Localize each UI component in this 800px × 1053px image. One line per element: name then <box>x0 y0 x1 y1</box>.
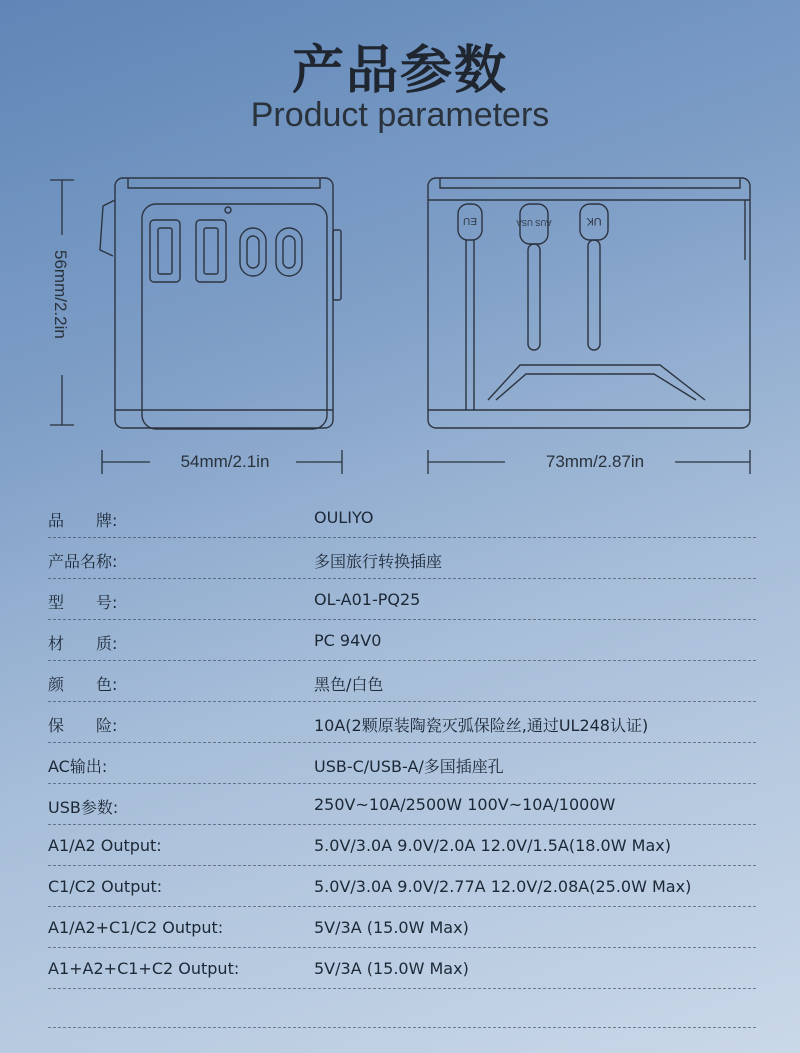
spec-key: 产品名称: <box>48 552 118 571</box>
spec-row-mixed-output <box>48 907 756 948</box>
spec-row-material <box>48 620 756 661</box>
spec-key: A1/A2 Output: <box>48 836 162 855</box>
side-width-dimension-label: 73mm/2.87in <box>545 452 645 471</box>
spec-value: PC 94V0 <box>314 631 382 650</box>
spec-value: 250V~10A/2500W 100V~10A/1000W <box>314 795 616 814</box>
spec-value: OULIYO <box>314 508 374 527</box>
socket-opening <box>488 365 705 400</box>
spec-key: 材 质: <box>48 634 118 653</box>
eu-plug-label: EU <box>463 215 477 226</box>
page-subtitle: Product parameters <box>250 96 550 134</box>
spec-value: USB-C/USB-A/多国插座孔 <box>314 757 504 776</box>
spec-key: 品 牌: <box>48 511 118 530</box>
usb-a-port-2 <box>196 220 226 282</box>
product-line-drawing <box>0 160 800 480</box>
spec-key: 颜 色: <box>48 675 118 694</box>
spec-value: 黑色/白色 <box>314 675 384 694</box>
spec-row-c1-c2-output <box>48 866 756 907</box>
spec-row-product-name <box>48 538 756 579</box>
spec-value: 10A(2颗原装陶瓷灭弧保险丝,通过UL248认证) <box>314 716 649 735</box>
spec-value: OL-A01-PQ25 <box>314 590 421 609</box>
indicator-light <box>225 207 231 213</box>
spec-key: 保 险: <box>48 716 118 735</box>
spec-key: C1/C2 Output: <box>48 877 163 896</box>
spec-table <box>48 497 756 1028</box>
page-title: 产品参数 <box>291 41 508 101</box>
spec-key: AC输出: <box>48 757 108 776</box>
spec-value: 5.0V/3.0A 9.0V/2.0A 12.0V/1.5A(18.0W Max) <box>314 836 671 855</box>
height-dimension-label: 56mm/2.2in <box>51 250 70 339</box>
spec-value: 5V/3A (15.0W Max) <box>314 959 469 978</box>
spec-key: A1/A2+C1/C2 Output: <box>48 918 224 937</box>
front-view <box>100 178 341 429</box>
spec-row-brand <box>48 497 756 538</box>
spec-row-all-output <box>48 948 756 989</box>
usb-a-port-1 <box>150 220 180 282</box>
front-width-dimension-label: 54mm/2.1in <box>180 452 270 471</box>
spec-value: 5V/3A (15.0W Max) <box>314 918 469 937</box>
spec-row-color <box>48 661 756 702</box>
spec-row-model <box>48 579 756 620</box>
spec-row-fuse <box>48 702 756 743</box>
usb-c-port-1 <box>240 228 266 276</box>
usb-c-port-2 <box>276 228 302 276</box>
spec-value: 5.0V/3.0A 9.0V/2.77A 12.0V/2.08A(25.0W Max) <box>314 877 692 896</box>
spec-value: 多国旅行转换插座 <box>314 552 443 571</box>
spec-row-ac-output <box>48 743 756 784</box>
aus-usa-plug-label: AUS USA <box>516 218 552 227</box>
uk-plug-label: UK <box>586 215 602 227</box>
spec-key: USB参数: <box>48 798 119 817</box>
spec-key: A1+A2+C1+C2 Output: <box>48 959 240 978</box>
spec-key: 型 号: <box>48 593 118 612</box>
spec-row-a1-a2-output <box>48 825 756 866</box>
spec-row-spacer <box>48 989 756 1028</box>
spec-row-usb-params <box>48 784 756 825</box>
